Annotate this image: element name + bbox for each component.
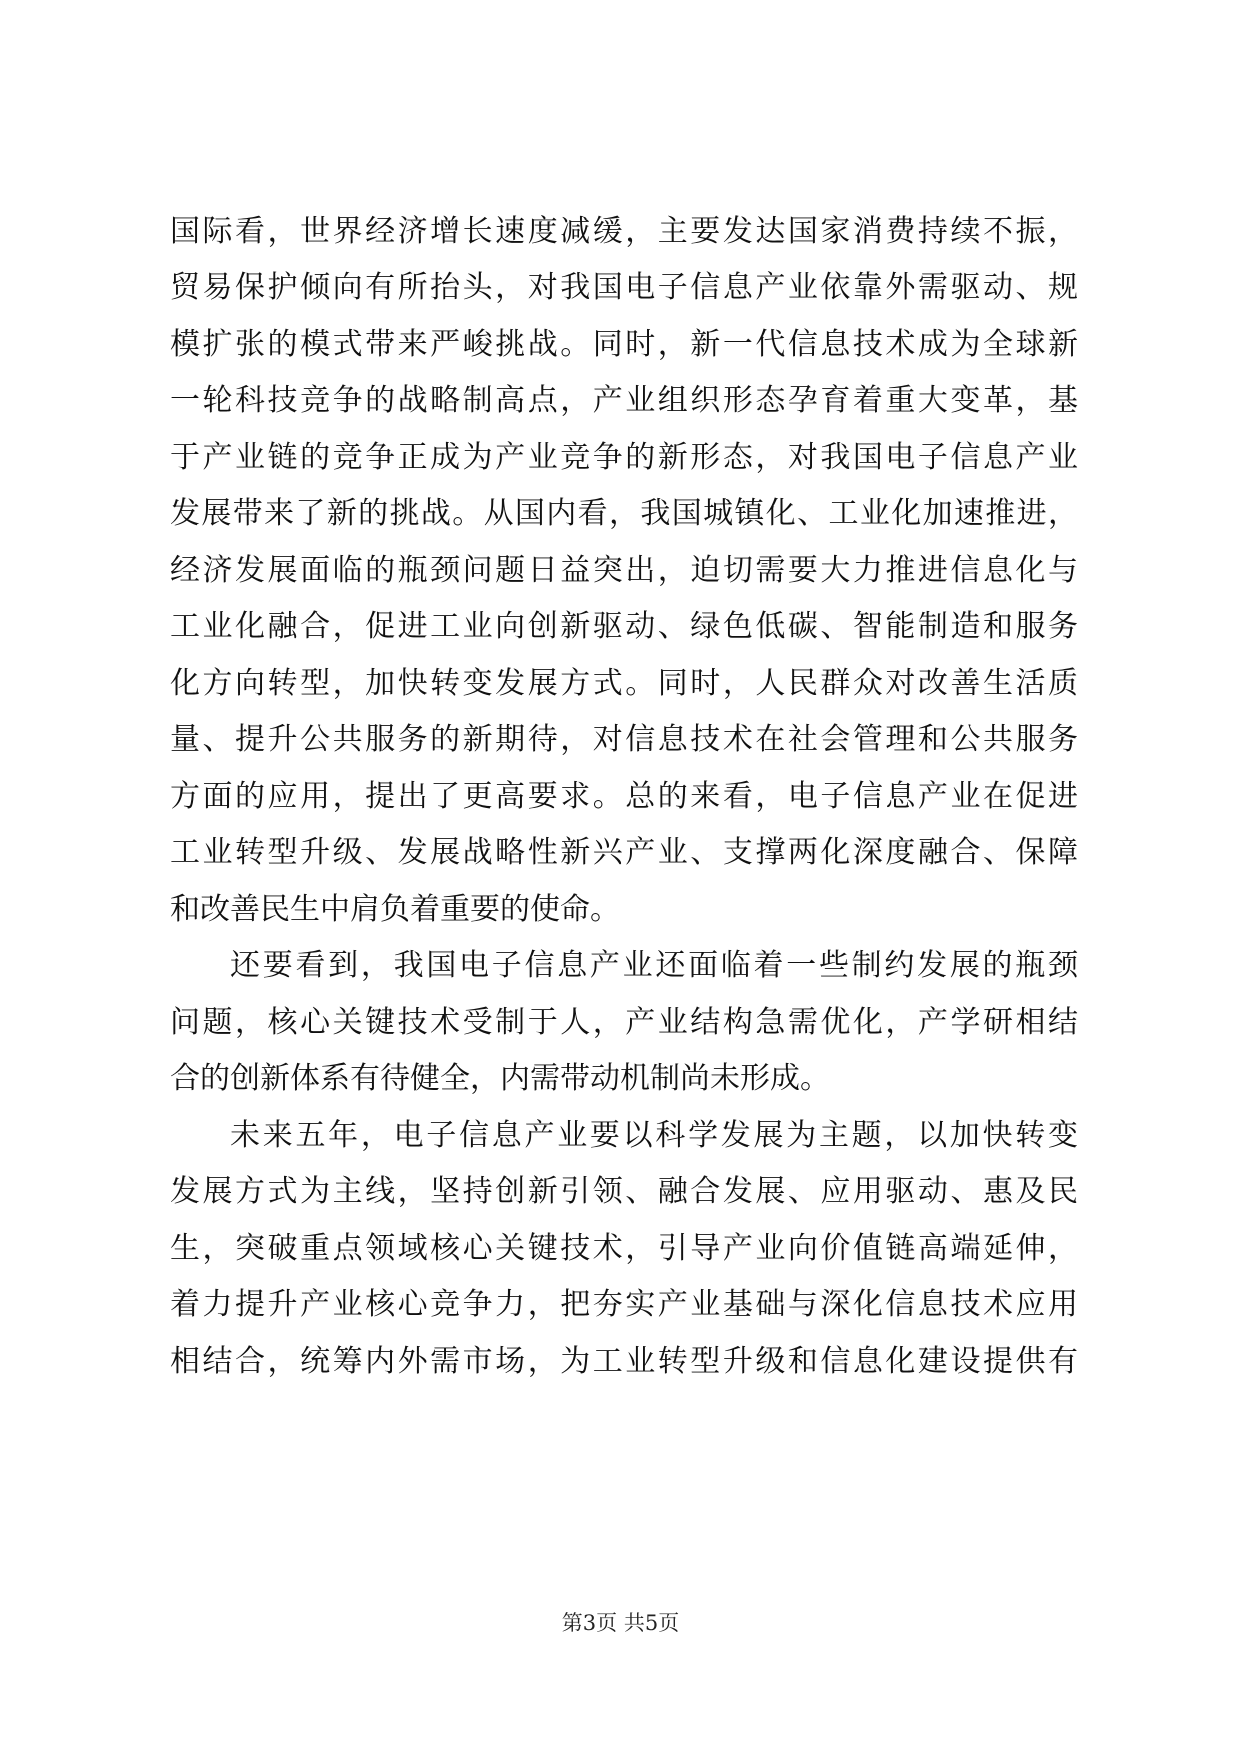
body-text-line: 量、提升公共服务的新期待，对信息技术在社会管理和公共服务 — [170, 722, 1078, 757]
body-text-line: 化方向转型，加快转变发展方式。同时，人民群众对改善生活质 — [170, 666, 1078, 701]
body-text-line: 和改善民生中肩负着重要的使命。 — [170, 892, 620, 927]
body-text-line: 工业化融合，促进工业向创新驱动、绿色低碳、智能制造和服务 — [170, 609, 1078, 644]
body-text-line: 着力提升产业核心竞争力，把夯实产业基础与深化信息技术应用 — [170, 1287, 1078, 1322]
body-text-line: 发展带来了新的挑战。从国内看，我国城镇化、工业化加速推进， — [170, 496, 1078, 531]
body-text-line: 发展方式为主线，坚持创新引领、融合发展、应用驱动、惠及民 — [170, 1174, 1078, 1209]
body-text-line: 模扩张的模式带来严峻挑战。同时，新一代信息技术成为全球新 — [170, 327, 1078, 362]
body-text-line: 问题，核心关键技术受制于人，产业结构急需优化，产学研相结 — [170, 1005, 1078, 1040]
body-text-line: 于产业链的竞争正成为产业竞争的新形态，对我国电子信息产业 — [170, 440, 1078, 475]
body-text-line: 国际看，世界经济增长速度减缓，主要发达国家消费持续不振， — [170, 214, 1078, 249]
body-text-line: 经济发展面临的瓶颈问题日益突出，迫切需要大力推进信息化与 — [170, 553, 1078, 588]
paragraph-first-line: 还要看到，我国电子信息产业还面临着一些制约发展的瓶颈 — [230, 948, 1078, 983]
body-text-line: 生，突破重点领域核心关键技术，引导产业向价值链高端延伸， — [170, 1231, 1078, 1266]
body-text-line: 贸易保护倾向有所抬头，对我国电子信息产业依靠外需驱动、规 — [170, 270, 1078, 305]
body-text-line: 合的创新体系有待健全，内需带动机制尚未形成。 — [170, 1061, 830, 1096]
body-text-line: 方面的应用，提出了更高要求。总的来看，电子信息产业在促进 — [170, 779, 1078, 814]
body-text-line: 工业转型升级、发展战略性新兴产业、支撑两化深度融合、保障 — [170, 835, 1078, 870]
page-number-footer: 第3页 共5页 — [561, 1611, 680, 1635]
body-text-line: 一轮科技竞争的战略制高点，产业组织形态孕育着重大变革，基 — [170, 383, 1078, 418]
paragraph-first-line: 未来五年，电子信息产业要以科学发展为主题，以加快转变 — [230, 1118, 1078, 1153]
body-text-line: 相结合，统筹内外需市场，为工业转型升级和信息化建设提供有 — [170, 1344, 1078, 1379]
